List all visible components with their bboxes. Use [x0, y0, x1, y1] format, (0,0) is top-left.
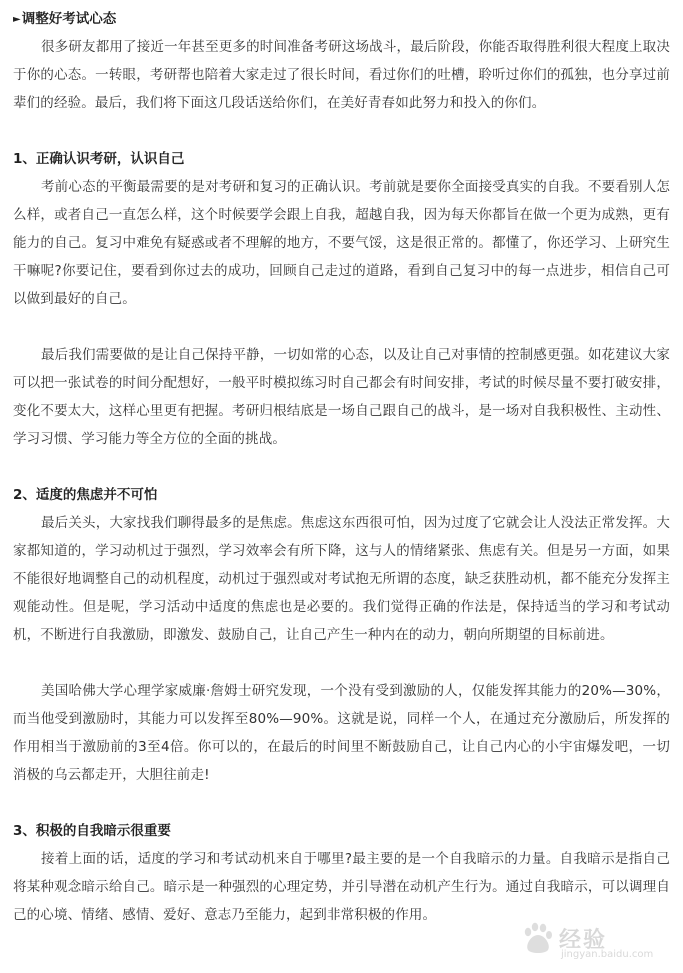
watermark-brand: 经验: [559, 928, 608, 953]
section-2-paragraph-2: 美国哈佛大学心理学家威廉·詹姆士研究发现，一个没有受到激励的人，仅能发挥其能力的20%—30%，而当他受到激励时，其能力可以发挥至80%—90%。这就是说，同样一个人，在通过充分激励后，所发挥的作用相当于激励前的3至4倍。你可以的，在最后的时间里不断鼓励自己，让自己内心的小宇宙爆发吧，一切消极的乌云都走开，大胆往前走!: [13, 683, 670, 783]
section-2-heading: 2、适度的焦虑并不可怕: [13, 487, 158, 503]
intro-heading: [13, 5, 670, 33]
intro-paragraph: 很多研友都用了接近一年甚至更多的时间准备考研这场战斗，最后阶段，你能否取得胜利很大程度上取决于你的心态。一转眼，考研帮也陪着大家走过了很长时间，看过你们的吐槽，聆听过你们的孤独，也分享过前辈们的经验。最后，我们将下面这几段话送给你们，在美好青春如此努力和投入的你们。: [13, 39, 670, 111]
intro-heading-text: 调整好考试心态: [21, 11, 117, 27]
section-1-paragraph-2: 最后我们需要做的是让自己保持平静，一切如常的心态，以及让自己对事情的控制感更强。如花建议大家可以把一张试卷的时间分配想好，一般平时模拟练习时自己都会有时间安排，考试的时候尽量不要打破安排，变化不要太大，这样心里更有把握。考研归根结底是一场自己跟自己的战斗，是一场对自我积极性、主动性、学习习惯、学习能力等全方位的全面的挑战。: [13, 347, 670, 447]
triangle-marker-icon: ►: [13, 14, 21, 25]
article: [13, 0, 670, 929]
section-3-heading: 3、积极的自我暗示很重要: [13, 823, 171, 839]
section-1-paragraph-1: 考前心态的平衡最需要的是对考研和复习的正确认识。考前就是要你全面接受真实的自我。不要看别人怎么样，或者自己一直怎么样，这个时候要学会跟上自我，超越自我，因为每天你都旨在做一个更为成熟，更有能力的自己。复习中难免有疑惑或者不理解的地方，不要气馁，这是很正常的。都懂了，你还学习、上研究生干嘛呢?你要记住，要看到你过去的成功，回顾自己走过的道路，看到自己复习中的每一点进步，相信自己可以做到最好的自己。: [13, 179, 670, 307]
section-3-paragraph-1: 接着上面的话，适度的学习和考试动机来自于哪里?最主要的是一个自我暗示的力量。自我暗示是指自己将某种观念暗示给自己。暗示是一种强烈的心理定势，并引导潜在动机产生行为。通过自我暗示，可以调理自己的心境、情绪、感情、爱好、意志乃至能力，起到非常积极的作用。: [13, 851, 670, 923]
section-1-heading: 1、正确认识考研，认识自己: [13, 151, 185, 167]
watermark-url: jingyan.baidu.com: [561, 949, 654, 960]
baidu-paw-logo-icon: [519, 921, 555, 957]
watermark: [519, 921, 669, 965]
section-2-paragraph-1: 最后关头，大家找我们聊得最多的是焦虑。焦虑这东西很可怕，因为过度了它就会让人没法正常发挥。大家都知道的，学习动机过于强烈，学习效率会有所下降，这与人的情绪紧张、焦虑有关。但是另一方面，如果不能很好地调整自己的动机程度，动机过于强烈或对考试抱无所谓的态度，缺乏获胜动机，都不能充分发挥主观能动性。但是呢，学习活动中适度的焦虑也是必要的。我们觉得正确的作法是，保持适当的学习和考试动机，不断进行自我激励，即激发、鼓励自己，让自己产生一种内在的动力，朝向所期望的目标前进。: [13, 515, 670, 643]
